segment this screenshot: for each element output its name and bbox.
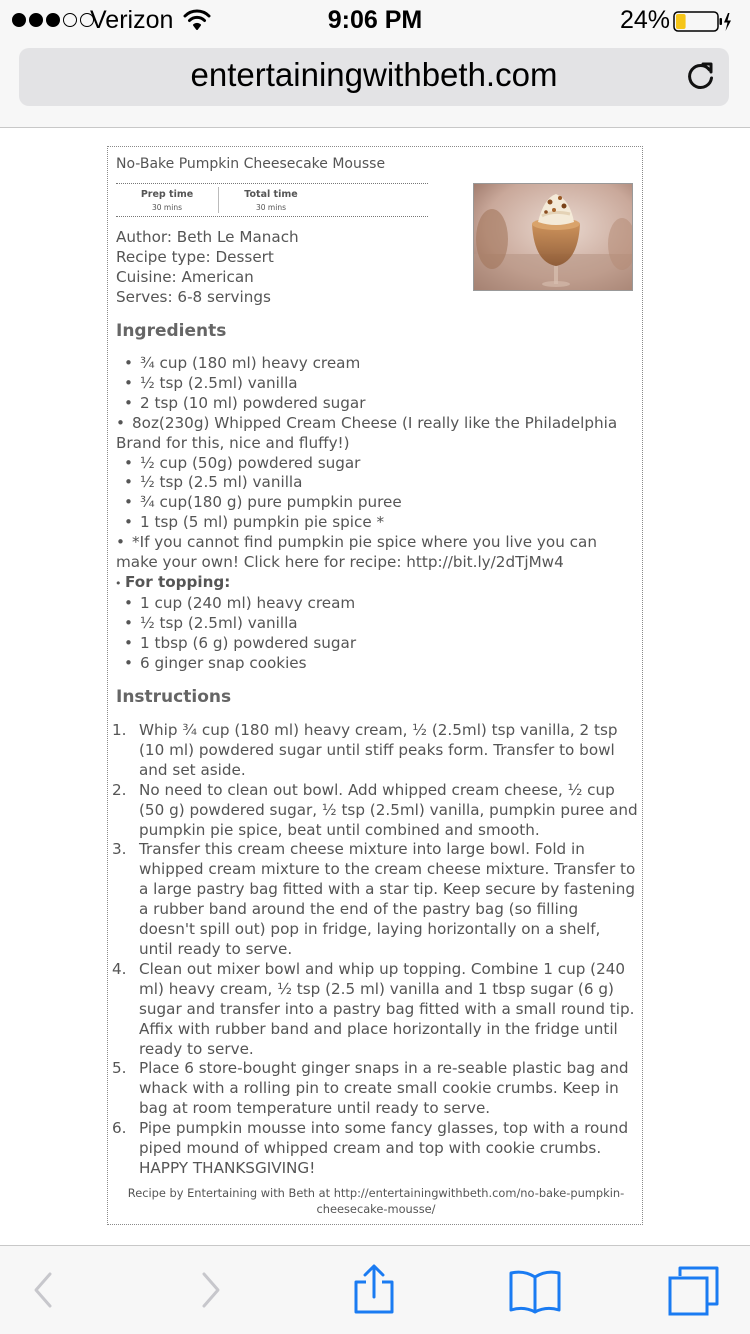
instruction-step: 3. Transfer this cream cheese mixture into large bowl. Fold in whipped cream mixture to the cream cheese mixture. Transfer to a large pastry bag fitted with a star tip. Keep secure by fastening a rubber band around the end of the pastry bag (so filling doesn't spill out) pop in fridge, laying horizontally on a shelf, until ready to serve. xyxy=(112,840,636,958)
status-time: 9:06 PM xyxy=(327,6,423,34)
ingredient-item: • ½ tsp (2.5 ml) vanilla xyxy=(124,473,303,492)
browser-top-bar xyxy=(0,0,750,128)
chevron-right-icon[interactable] xyxy=(196,1268,226,1316)
browser-toolbar xyxy=(0,1245,750,1334)
prep-time-value: 30 mins xyxy=(152,203,182,212)
recipe-serves: Serves: 6-8 servings xyxy=(116,288,271,306)
recipe-credit[interactable]: Recipe by Entertaining with Beth at http://entertainingwithbeth.com/no-bake-pumpkin-cheesecake-mousse/ xyxy=(127,1186,625,1216)
ingredient-item: • 6 ginger snap cookies xyxy=(124,653,307,672)
ingredient-item: • 2 tsp (10 ml) powdered sugar xyxy=(124,393,366,412)
ingredient-item: • 8oz(230g) Whipped Cream Cheese (I really like the Philadelphia Brand for this, nice and fluffy!) xyxy=(116,413,618,452)
total-time xyxy=(219,184,323,216)
ingredient-item: • 1 tsp (5 ml) pumpkin pie spice * xyxy=(124,513,385,532)
address-bar[interactable] xyxy=(19,48,729,106)
status-bar xyxy=(0,0,750,40)
ingredient-item: • 1 tbsp (6 g) powdered sugar xyxy=(124,633,357,652)
ingredient-item: • ½ tsp (2.5ml) vanilla xyxy=(124,373,298,392)
ingredients-heading: Ingredients xyxy=(116,321,227,341)
signal-dot xyxy=(12,13,26,27)
recipe-title: No-Bake Pumpkin Cheesecake Mousse xyxy=(116,156,386,172)
recipe-author: Author: Beth Le Manach xyxy=(116,228,299,246)
recipe-photo[interactable] xyxy=(473,183,633,291)
carrier-name: Verizon xyxy=(90,6,174,34)
tabs-icon[interactable] xyxy=(668,1266,720,1320)
battery-icon xyxy=(673,10,733,39)
total-time-label: Total time xyxy=(244,189,298,200)
prep-time xyxy=(116,184,218,216)
instructions-heading: Instructions xyxy=(116,687,232,707)
instruction-step: 5. Place 6 store-bought ginger snaps in a re-seable plastic bag and whack with a rolling pin to create small cookie crumbs. Keep in bag at room temperature until ready to serve. xyxy=(112,1059,629,1118)
recipe-type: Recipe type: Dessert xyxy=(116,248,274,266)
instruction-step: 6. Pipe pumpkin mousse into some fancy glasses, top with a round piped mound of whipped cream and top with cookie crumbs. HAPPY THANKSGIVING! xyxy=(112,1119,629,1177)
signal-dot xyxy=(46,13,60,27)
reload-icon[interactable] xyxy=(685,60,717,96)
share-icon[interactable] xyxy=(352,1264,396,1320)
ingredient-item: • ½ cup (50g) powdered sugar xyxy=(124,453,361,472)
instruction-step: 4. Clean out mixer bowl and whip up topping. Combine 1 cup (240 ml) heavy cream, ½ tsp (2.5 ml) vanilla and 1 tbsp sugar (6 g) sugar and transfer into a pastry bag fitted with a small round tip. Affix with rubber band and place horizontally in the fridge until ready to serve. xyxy=(112,959,635,1058)
book-icon[interactable] xyxy=(508,1268,562,1318)
signal-dot xyxy=(29,13,43,27)
ingredient-item: • ½ tsp (2.5ml) vanilla xyxy=(124,613,298,632)
signal-dot xyxy=(63,13,77,27)
recipe-meta xyxy=(116,227,299,307)
instruction-step: 1. Whip ¾ cup (180 ml) heavy cream, ½ (2.5ml) tsp vanilla, 2 tsp (10 ml) powdered sugar until stiff peaks form. Transfer to bowl and set aside. xyxy=(112,721,618,779)
recipe-card xyxy=(107,146,643,1225)
chevron-left-icon[interactable] xyxy=(28,1268,58,1316)
url-text[interactable]: entertainingwithbeth.com xyxy=(190,56,558,93)
ingredients-list xyxy=(115,354,639,674)
recipe-cuisine: Cuisine: American xyxy=(116,268,254,286)
ingredient-subheading: • For topping: xyxy=(115,572,231,591)
prep-time-label: Prep time xyxy=(140,189,194,200)
time-table xyxy=(116,183,428,217)
ingredient-item: • *If you cannot find pumpkin pie spice where you live you can make your own! Click here for recipe: http://bit.ly/2dTjMw4 xyxy=(116,533,597,572)
total-time-value: 30 mins xyxy=(256,203,286,212)
ingredient-item: • ¾ cup(180 g) pure pumpkin puree xyxy=(124,493,402,512)
wifi-icon xyxy=(183,9,211,36)
battery-percent: 24% xyxy=(620,6,671,34)
ingredient-item: • ¾ cup (180 ml) heavy cream xyxy=(124,354,361,372)
signal-strength-indicator xyxy=(12,13,94,27)
ingredient-item: • 1 cup (240 ml) heavy cream xyxy=(124,593,356,612)
instructions-list xyxy=(112,721,638,1179)
instruction-step: 2. No need to clean out bowl. Add whipped cream cheese, ½ cup (50 g) powdered sugar, ½ tsp (2.5ml) vanilla, pumpkin puree and pumpkin pie spice, beat until combined and smooth. xyxy=(112,780,638,839)
